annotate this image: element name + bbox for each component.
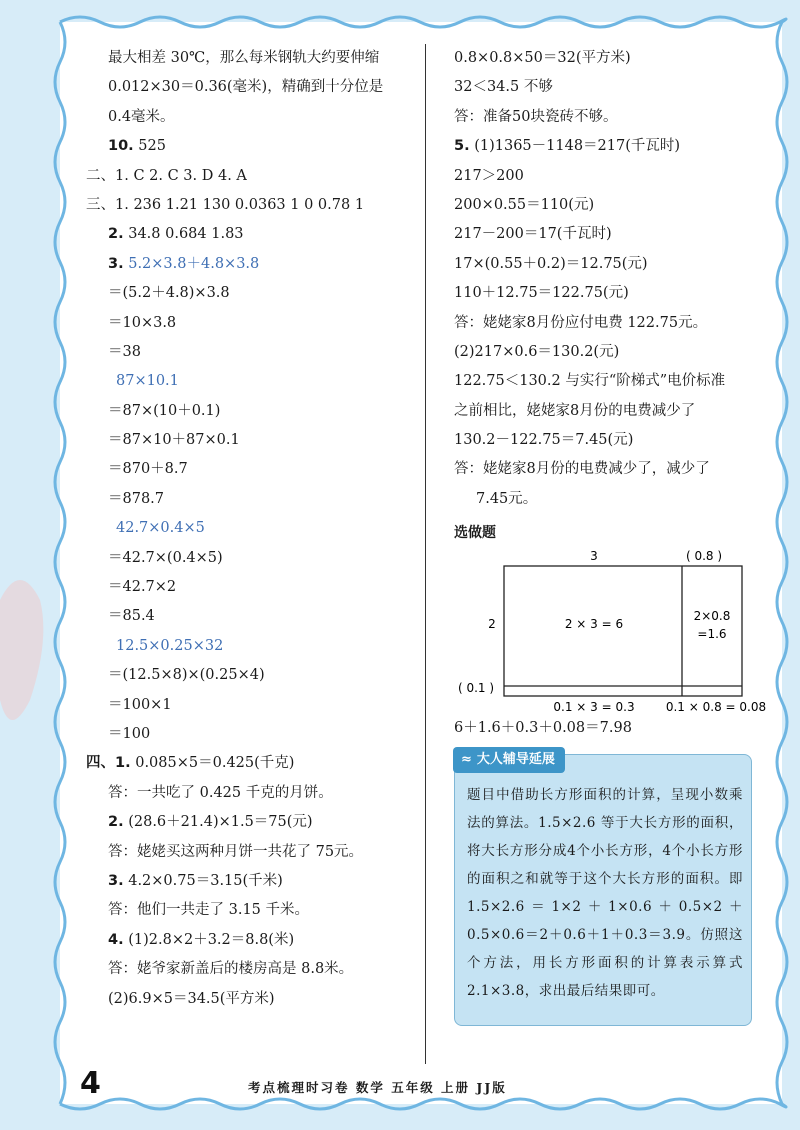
section-4-q1: [86, 749, 406, 778]
calc-line: 217－200＝17(千瓦时): [454, 226, 612, 243]
label-2: 2: [488, 617, 496, 632]
bottom-area-1: 0.1 × 3 = 0.3: [553, 700, 635, 715]
section-4-label: 四、1.: [86, 755, 131, 772]
calc-line: 130.2－122.75＝7.45(元): [454, 432, 634, 449]
right-area-2: =1.6: [697, 627, 727, 642]
calc-line: ＝100: [108, 725, 151, 742]
right-column: [454, 44, 774, 1026]
calc-line: ＝870＋8.7: [108, 461, 188, 478]
calc-line: ＝42.7×2: [108, 579, 177, 596]
calc-line: 0.8×0.8×50＝32(平方米): [454, 50, 631, 66]
q5-number: 5.: [454, 138, 470, 155]
calc-line: ＝87×10＋87×0.1: [108, 432, 240, 449]
q3-number: 3.: [108, 255, 124, 272]
calc-line: 122.75＜130.2 与实行“阶梯式”电价标准: [454, 373, 726, 390]
answer-line: 答：一共吃了 0.425 千克的月饼。: [108, 784, 333, 801]
q2-number: 2.: [108, 814, 124, 831]
answer-line: 答：姥姥家8月份应付电费 122.75元。: [454, 314, 708, 331]
calc-line: [86, 250, 406, 279]
answer-line: 答：他们一共走了 3.15 千米。: [108, 902, 310, 919]
calc-line: (2)6.9×5＝34.5(平方米): [108, 990, 275, 1007]
extension-title: [453, 747, 565, 773]
label-0-1: ( 0.1 ): [457, 681, 495, 696]
calc-expression: 5.2×3.8＋4.8×3.8: [128, 255, 260, 272]
calc-expression: 12.5×0.25×32: [116, 637, 224, 654]
text-line: 0.4毫米。: [108, 108, 175, 125]
page-number: 4: [80, 1066, 101, 1101]
q10-number: 10.: [108, 138, 134, 155]
calc-line: 200×0.55＝110(元): [454, 196, 595, 213]
center-area: 2 × 3 = 6: [564, 617, 624, 632]
answer-line: 答：姥姥买这两种月饼一共花了 75元。: [108, 843, 364, 860]
q3-number: 3.: [108, 872, 124, 889]
optional-title: 选做题: [454, 525, 496, 542]
area-diagram: [454, 546, 774, 714]
answer-line: 答：准备50块瓷砖不够。: [454, 108, 618, 125]
q1-calc: 0.085×5＝0.425(千克): [130, 755, 295, 772]
answer-line: 答：姥爷家新盖后的楼房高是 8.8米。: [108, 961, 354, 978]
q2-answer: 34.8 0.684 1.83: [123, 226, 244, 243]
q3-calc: 4.2×0.75＝3.15(千米): [123, 872, 283, 889]
section-4-q2: [86, 808, 406, 837]
calc-line: ＝38: [108, 343, 141, 360]
calc-line: ＝10×3.8: [108, 314, 177, 331]
label-0-8: ( 0.8 ): [685, 549, 723, 564]
answer-line: 7.45元。: [476, 490, 538, 507]
column-divider: [425, 44, 426, 1064]
q5-line: [454, 132, 774, 161]
left-column: [86, 44, 406, 1014]
calc-line: ＝(12.5×8)×(0.25×4): [108, 667, 265, 684]
calc-line: 17×(0.55＋0.2)＝12.75(元): [454, 255, 648, 272]
q2-number: 2.: [108, 226, 124, 243]
calc-expression: 42.7×0.4×5: [116, 520, 205, 537]
q4-calc: (1)2.8×2＋3.2＝8.8(米): [123, 931, 295, 948]
extension-title-text: 大人辅导延展: [476, 751, 555, 767]
calc-line: ＝878.7: [108, 490, 165, 507]
calc-line: 之前相比，姥姥家8月份的电费减少了: [454, 402, 696, 419]
q2-calc: (28.6＋21.4)×1.5＝75(元): [123, 814, 313, 831]
section-4-q3: [86, 867, 406, 896]
answer-line: 答：姥姥家8月份的电费减少了，减少了: [454, 461, 710, 478]
label-3: 3: [590, 549, 598, 564]
calc-line: ＝85.4: [108, 608, 155, 625]
calc-line: 217＞200: [454, 167, 524, 184]
section-2-answers: 二、1. C 2. C 3. D 4. A: [86, 167, 247, 184]
q10: [86, 132, 406, 161]
wave-icon: ≈: [461, 751, 472, 767]
extension-box: [454, 751, 752, 1026]
page-footer: [80, 1066, 760, 1102]
area-diagram-svg: [454, 546, 774, 714]
calc-line: ＝87×(10＋0.1): [108, 402, 221, 419]
bottom-area-2: 0.1 × 0.8 = 0.08: [665, 700, 767, 715]
calc-line: 32＜34.5 不够: [454, 79, 553, 96]
extension-body: 题目中借助长方形面积的计算，呈现小数乘法的算法。1.5×2.6 等于大长方形的面积，将大长方形分成4个小长方形，4个小长方形的面积之和就等于这个大长方形的面积。即 1.5×2.6＝1×2＋1×0.6＋0.5×2＋0.5×0.6＝2＋0.6＋1＋0.3＝3.9。仿照这个方法，用长方形面积的计算表示算式 2.1×3.8，求出最后结果即可。: [467, 786, 743, 999]
footer-text: 考点梳理时习卷 数学 五年级 上册 JJ版: [248, 1080, 507, 1095]
text-line: 0.012×30＝0.36(毫米)，精确到十分位是: [108, 79, 384, 96]
section-4-q4: [86, 926, 406, 955]
calc-line: ＝42.7×(0.4×5): [108, 549, 223, 566]
calc-expression: 87×10.1: [116, 373, 179, 390]
section-3-q1: 三、1. 236 1.21 130 0.0363 1 0 0.78 1: [86, 196, 365, 213]
calc-line: 110＋12.75＝122.75(元): [454, 285, 629, 302]
q5-calc: (1)1365－1148＝217(千瓦时): [469, 138, 681, 155]
right-area-1: 2×0.8: [693, 609, 731, 624]
calc-line: (2)217×0.6＝130.2(元): [454, 343, 620, 360]
answer-page: [74, 34, 768, 1084]
calc-line: ＝(5.2＋4.8)×3.8: [108, 285, 230, 302]
q10-answer: 525: [133, 138, 166, 155]
section-3-q2: [86, 220, 406, 249]
text-line: 最大相差 30℃，那么每米钢轨大约要伸缩: [108, 50, 380, 66]
calc-line: ＝100×1: [108, 696, 172, 713]
q4-number: 4.: [108, 931, 124, 948]
figure-result: 6＋1.6＋0.3＋0.08＝7.98: [454, 720, 632, 737]
